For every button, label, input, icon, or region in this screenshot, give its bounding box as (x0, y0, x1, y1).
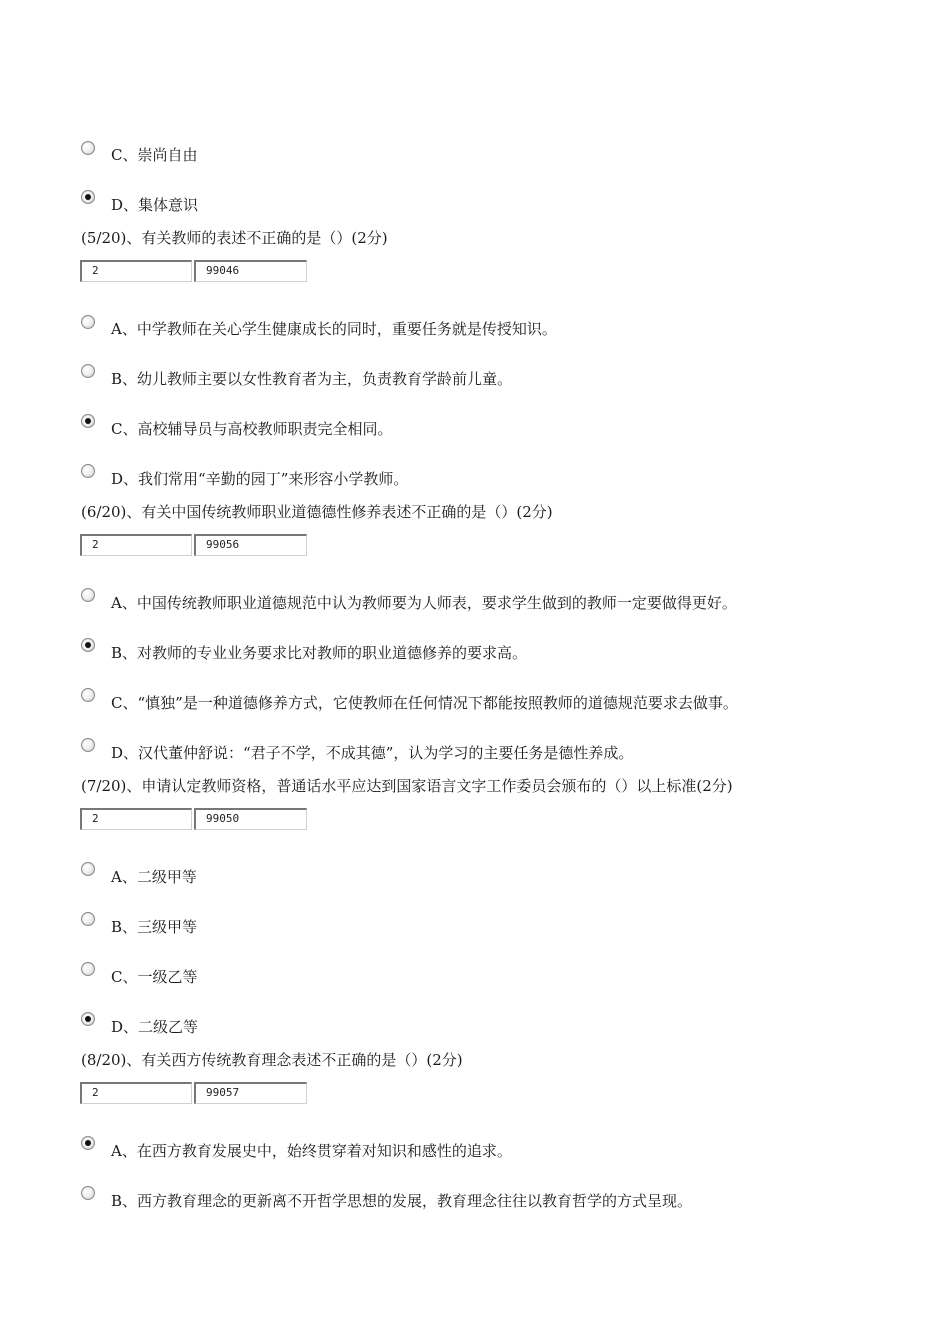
question-id-field[interactable]: 99057 (194, 1082, 307, 1104)
option-radio[interactable] (81, 688, 95, 702)
option-radio[interactable] (81, 190, 95, 204)
question-title: (8/20)、有关西方传统教育理念表述不正确的是（）(2分) (81, 1051, 463, 1069)
option-radio[interactable] (81, 364, 95, 378)
question-id-field[interactable]: 99056 (194, 534, 307, 556)
option-label: A、二级甲等 (111, 868, 197, 886)
question-id-field[interactable]: 99050 (194, 808, 307, 830)
option-radio[interactable] (81, 738, 95, 752)
score-field[interactable]: 2 (80, 260, 192, 282)
option-radio[interactable] (81, 414, 95, 428)
option-label: A、中国传统教师职业道德规范中认为教师要为人师表，要求学生做到的教师一定要做得更好。 (111, 594, 737, 612)
option-radio[interactable] (81, 141, 95, 155)
option-radio[interactable] (81, 315, 95, 329)
option-label: C、一级乙等 (111, 968, 198, 986)
question-title: (7/20)、申请认定教师资格，普通话水平应达到国家语言文字工作委员会颁布的（）以上标准(2分) (81, 777, 733, 795)
option-label: C、崇尚自由 (111, 146, 198, 164)
radio-dot-icon (85, 418, 91, 424)
score-field[interactable]: 2 (80, 534, 192, 556)
option-label: D、我们常用“辛勤的园丁”来形容小学教师。 (111, 470, 409, 488)
question-title: (6/20)、有关中国传统教师职业道德德性修养表述不正确的是（）(2分) (81, 503, 553, 521)
option-radio[interactable] (81, 464, 95, 478)
option-label: D、集体意识 (111, 196, 199, 214)
option-label: D、汉代董仲舒说：“君子不学，不成其德”，认为学习的主要任务是德性养成。 (111, 744, 634, 762)
option-label: B、对教师的专业业务要求比对教师的职业道德修养的要求高。 (111, 644, 528, 662)
radio-dot-icon (85, 642, 91, 648)
score-field[interactable]: 2 (80, 1082, 192, 1104)
option-radio[interactable] (81, 862, 95, 876)
option-label: D、二级乙等 (111, 1018, 199, 1036)
option-label: B、西方教育理念的更新离不开哲学思想的发展，教育理念往往以教育哲学的方式呈现。 (111, 1192, 693, 1210)
option-label: C、高校辅导员与高校教师职责完全相同。 (111, 420, 393, 438)
option-label: B、三级甲等 (111, 918, 198, 936)
option-label: C、“慎独”是一种道德修养方式，它使教师在任何情况下都能按照教师的道德规范要求去做事。 (111, 694, 738, 712)
option-label: A、在西方教育发展史中，始终贯穿着对知识和感性的追求。 (111, 1142, 512, 1160)
radio-dot-icon (85, 1016, 91, 1022)
option-label: A、中学教师在关心学生健康成长的同时，重要任务就是传授知识。 (111, 320, 557, 338)
radio-dot-icon (85, 1140, 91, 1146)
option-radio[interactable] (81, 912, 95, 926)
option-radio[interactable] (81, 1012, 95, 1026)
option-radio[interactable] (81, 588, 95, 602)
option-label: B、幼儿教师主要以女性教育者为主，负责教育学龄前儿童。 (111, 370, 513, 388)
question-id-field[interactable]: 99046 (194, 260, 307, 282)
question-title: (5/20)、有关教师的表述不正确的是（）(2分) (81, 229, 388, 247)
option-radio[interactable] (81, 1186, 95, 1200)
option-radio[interactable] (81, 638, 95, 652)
option-radio[interactable] (81, 962, 95, 976)
option-radio[interactable] (81, 1136, 95, 1150)
radio-dot-icon (85, 194, 91, 200)
score-field[interactable]: 2 (80, 808, 192, 830)
